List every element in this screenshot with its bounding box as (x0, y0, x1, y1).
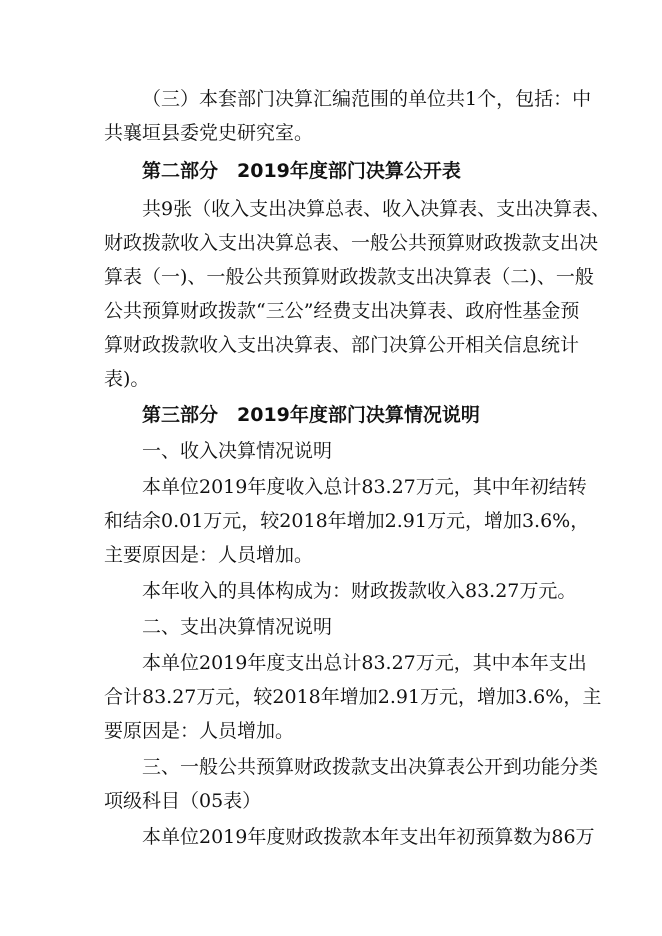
heading-part-three: 第三部分 2019年度部门决算情况说明 (142, 404, 480, 426)
paragraph-scope-line-2: 共襄垣县委党史研究室。 (104, 122, 314, 144)
paragraph-tables-line-4: 公共预算财政拨款“三公”经费支出决算表、政府性基金预 (104, 300, 580, 322)
subheading-expenditure: 二、支出决算情况说明 (142, 616, 333, 638)
paragraph-expenditure-line-1: 本单位2019年度支出总计83.27万元，其中本年支出 (142, 652, 587, 674)
subheading-general-budget-line-2: 项级科目（05表） (104, 790, 262, 812)
subheading-general-budget-line-1: 三、一般公共预算财政拨款支出决算表公开到功能分类 (142, 756, 599, 778)
paragraph-budget-line-1: 本单位2019年度财政拨款本年支出年初预算数为86万 (142, 826, 595, 848)
paragraph-tables-line-2: 财政拨款收入支出决算总表、一般公共预算财政拨款支出决 (104, 232, 599, 254)
subheading-income: 一、收入决算情况说明 (142, 440, 333, 462)
paragraph-income-composition: 本年收入的具体构成为：财政拨款收入83.27万元。 (142, 580, 577, 602)
paragraph-tables-line-3: 算表（一)、一般公共预算财政拨款支出决算表（二)、一般 (104, 266, 594, 288)
paragraph-income-line-3: 主要原因是：人员增加。 (104, 544, 314, 566)
paragraph-tables-line-6: 表)。 (104, 368, 150, 390)
paragraph-income-line-2: 和结余0.01万元，较2018年增加2.91万元，增加3.6%， (104, 510, 590, 532)
paragraph-expenditure-line-2: 合计83.27万元，较2018年增加2.91万元，增加3.6%，主 (104, 686, 602, 708)
paragraph-tables-line-5: 算财政拨款收入支出决算表、部门决算公开相关信息统计 (104, 334, 580, 356)
paragraph-scope-line-1: （三）本套部门决算汇编范围的单位共1个，包括：中 (142, 88, 592, 110)
heading-part-two: 第二部分 2019年度部门决算公开表 (142, 160, 461, 182)
paragraph-expenditure-line-3: 要原因是：人员增加。 (104, 720, 295, 742)
paragraph-tables-line-1: 共9张（收入支出决算总表、收入决算表、支出决算表、 (142, 198, 611, 220)
paragraph-income-line-1: 本单位2019年度收入总计83.27万元，其中年初结转 (142, 476, 587, 498)
